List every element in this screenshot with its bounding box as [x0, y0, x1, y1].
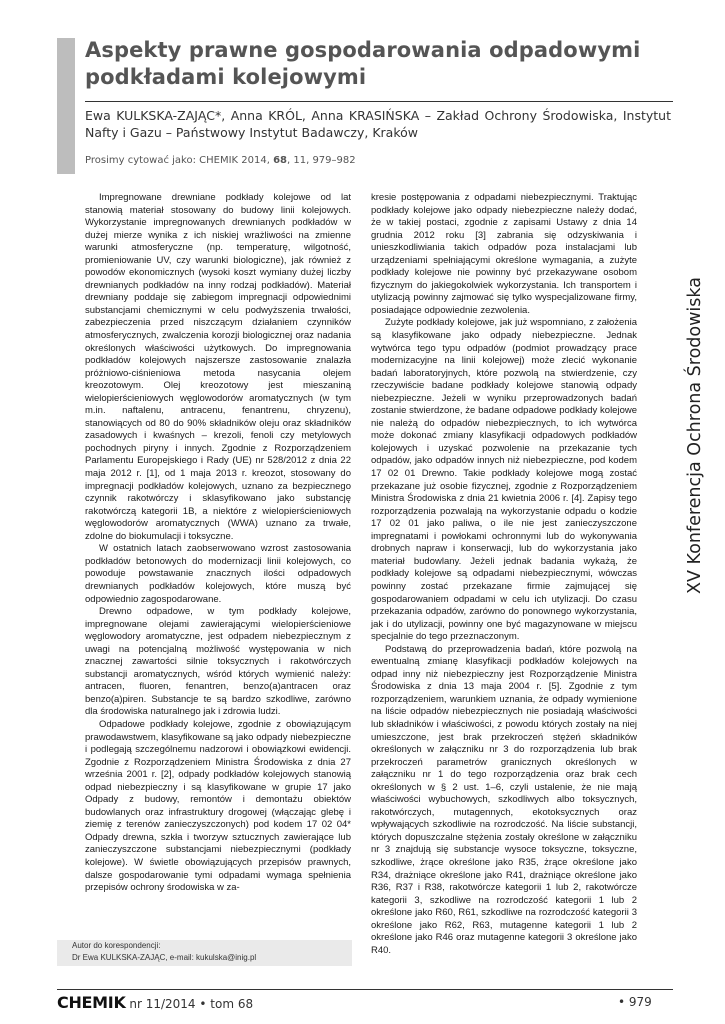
- journal-brand: CHEMIK: [57, 993, 126, 1012]
- journal-issue: nr 11/2014 • tom 68: [125, 997, 254, 1011]
- left-column: [85, 192, 351, 895]
- conference-banner-text: XV Konferencja Ochrona Środowiska: [685, 277, 705, 594]
- page-number: • 979: [618, 995, 652, 1009]
- body-paragraph: Zużyte podkłady kolejowe, jak już wspomniano, z założenia są klasyfikowane jako odpady niebezpieczne. Jednak wytwórca tego typu odpadów (podmiot prowadzący prace modernizacyjne na linii kolejowej) może zlecić wykonanie badań laboratoryjnych, które pozwolą na stwierdzenie, czy rzeczywiście badane podkłady kolejowe stanowią odpady niebezpieczne. Jeżeli w wyniku przeprowadzonych badań zostanie stwierdzone, że badane odpadowe podkłady kolejowe nie należą do odpadów niebezpiecznych, to ich wytwórca może dokonać zmiany klasyfikacji odpadowych podkładów kolejowych i uzyskać pozwolenie na przekazanie tych odpadów, jako odpadów innych niż niebezpieczne, pod kodem 17 02 01 Drewno. Takie podkłady kolejowe mogą zostać przekazane już osobie fizycznej, zgodnie z Rozporządzeniem Ministra Środowiska z dnia 21 kwietnia 2006 r. [4]. Zapisy tego rozporządzenia pozwalają na wykorzystanie odpadu o kodzie 17 02 01 jako paliwa, o ile nie jest zanieczyszczone impregnatami i powłokami ochronnymi lub do wykonywania drobnych napraw i konserwacji, lub do wykorzystania jako materiał budowlany. Jeżeli jednak badania wykażą, że podkłady kolejowe są odpadami niebezpiecznymi, wówczas powinny zostać przekazane firmie zajmującej się gospodarowaniem odpadami w celu ich utylizacji. Do czasu przekazania odpadów, zarówno do ponownego wykorzystania, jak i do utylizacji, powinny one być magazynowane w miejscu specjalnie do tego przeznaczonym.: [371, 317, 637, 643]
- citation-volume: 68: [273, 155, 287, 166]
- body-paragraph: Podstawą do przeprowadzenia badań, które pozwolą na ewentualną zmianę klasyfikacji podkładów kolejowych na odpad inny niż niebezpieczny jest Rozporządzenie Ministra Środowiska z dnia 13 maja 2004 r. [5]. Zgodnie z tym rozporządzeniem, warunkiem uznania, że odpady wymienione na liście odpadów niebezpiecznych nie posiadają właściwości lub składników i właściwości, z powodu których zostały na niej umieszczone, jest brak przekroczeń stężeń składników określonych w załączniku nr 3 do rozporządzenia lub brak przekroczeń parametrów granicznych określonych w załączniku nr 1 do tego rozporządzenia oraz brak cech określonych w § 2 ust. 1–6, czyli ustalenie, że nie mają właściwości wybuchowych, szkodliwych albo toksycznych, rakotwórczych, mutagennych, ekotoksycznych oraz wpływających szkodliwie na rozrodczość. Na liście substancji, których dopuszczalne stężenia zostały określone w załączniku nr 3 znajdują się substancje wysoce toksyczne, toksyczne, szkodliwe, żrące określone jako R35, żrące określone jako R34, drażniące określone jako R41, drażniące określone jako R36, R37 i R38, rakotwórcze kategorii 1 lub 2, rakotwórcze kategorii 3, szkodliwe na rozrodczość kategorii 1 lub 2 określone jako R60, R61, szkodliwe na rozrodczość kategorii 3 określone jako R62, R63, mutagenne kategorii 1 lub 2 określone jako R46 oraz mutagenne kategorii 3 określone jako R40.: [371, 643, 637, 956]
- body-paragraph: Drewno odpadowe, w tym podkłady kolejowe, impregnowane olejami zawierającymi wielopierścieniowe węglowodory aromatyczne, jest odpadem niebezpiecznym z uwagi na potencjalną możliwość występowania w nich znacznej zawartości silnie toksycznych i rakotwórczych substancji aromatycznych, wśród których wymienić należy: antracen, fluoren, fenantren, benzo(a)antracen oraz benzo(a)piren. Substancje te są bardzo szkodliwe, zarówno dla środowiska naturalnego jak i zdrowia ludzi.: [85, 606, 351, 718]
- footer-divider: [57, 989, 673, 990]
- correspondence-label: Autor do korespondencji:: [72, 941, 161, 950]
- right-column: [371, 192, 637, 957]
- article-title: Aspekty prawne gospodarowania odpadowymi podkładami kolejowymi: [85, 38, 641, 89]
- citation-suffix: , 11, 979–982: [287, 155, 356, 166]
- author-line: Ewa KULKSKA-ZAJĄC*, Anna KRÓL, Anna KRASIŃSKA – Zakład Ochrony Środowiska, Instytut Nafty i Gazu – Państwowy Instytut Badawczy, Kraków: [85, 108, 671, 140]
- body-paragraph: kresie postępowania z odpadami niebezpiecznymi. Traktując podkłady kolejowe jako odpady niebezpieczne należy dodać, że w takiej postaci, zgodnie z zapisami Ustawy z dnia 14 grudnia 2012 roku [3] zabrania się odzyskiwania i unieszkodliwiania takich odpadów poza instalacjami lub urządzeniami spełniającymi określone wymagania, a zużyte podkłady kolejowe nie powinny być przekazywane osobom fizycznym do jakiegokolwiek wykorzystania. Ich transportem i utylizacją powinny zajmować się tylko wyspecjalizowane firmy, posiadające odpowiednie zezwolenia.: [371, 192, 637, 316]
- citation-line: [85, 154, 356, 168]
- title-accent-bar: [57, 38, 75, 174]
- correspondence-note: [72, 940, 256, 963]
- title-divider: [85, 101, 673, 102]
- body-paragraph: W ostatnich latach zaobserwowano wzrost zastosowania podkładów betonowych do modernizacji linii kolejowych, co powoduje powstawanie znacznych ilości odpadowych drewnianych podkładów kolejowych, które muszą być odpowiednio zagospodarowane.: [85, 543, 351, 605]
- citation-prefix: Prosimy cytować jako: CHEMIK 2014,: [85, 155, 274, 166]
- body-paragraph: Impregnowane drewniane podkłady kolejowe od lat stanowią materiał stosowany do budowy linii kolejowych. Wykorzystanie impregnowanych drewnianych podkładów w dużej mierze wynika z ich niskiej wrażliwości na zmienne warunki atmosferyczne (np. temperaturę, wilgotność, promieniowanie UV, czy warunki biologiczne), jak również z powodów ekonomicznych (wysoki koszt wymiany dużej liczby drewnianych podkładów na inny rodzaj podkładów). Materiał drewniany poddaje się zabiegom impregnacji odpowiednimi substancjami chemicznymi w celu podwyższenia trwałości, zabezpieczenia przed niszczącym działaniem czynników atmosferycznych, zwalczenia korozji biologicznej oraz nadania określonych właściwości użytkowych. Do impregnowania podkładów kolejowych najszersze zastosowanie znalazła próżniowo-ciśnieniowa metoda nasycania olejem kreozotowym. Olej kreozotowy jest mieszaniną wielopierścieniowych węglowodorów aromatycznych (w tym m.in. naftalenu, antracenu, fenantrenu, chryzenu), stanowiących od 80 do 90% składników oleju oraz składników zasadowych i kwaśnych – krezoli, fenoli czy metylowych pochodnych piryny i innych. Zgodnie z Rozporządzeniem Parlamentu Europejskiego i Rady (UE) nr 528/2012 z dnia 22 maja 2012 r. [1], od 1 maja 2013 r. kreozot, stosowany do impregnacji podkładów kolejowych, uznano za bezpiecznego czynnik rakotwórczy i sklasyfikowano jako substancję rakotwórczą kategorii 1B, a niektóre z wielopierścieniowych węglowodorów aromatycznych (WWA) uznano za trwałe, zdolne do biokumulacji i toksyczne.: [85, 192, 351, 542]
- footer-journal: [57, 993, 253, 1012]
- correspondence-contact: Dr Ewa KULKSKA-ZAJĄC, e-mail: kukulska@inig.pl: [72, 952, 257, 962]
- conference-side-banner: [668, 46, 720, 606]
- body-paragraph: Odpadowe podkłady kolejowe, zgodnie z obowiązującym prawodawstwem, klasyfikowane są jako odpady niebezpieczne i podlegają szczególnemu nadzorowi i obowiązkowi ewidencji. Zgodnie z Rozporządzeniem Ministra Środowiska z dnia 27 września 2001 r. [2], odpady podkładów kolejowych stanowią odpad niebezpieczny i są klasyfikowane w grupie 17 jako Odpady z budowy, remontów i demontażu obiektów budowlanych oraz infrastruktury drogowej (włączając glebę i ziemię z terenów zanieczyszczonych) pod kodem 17 02 04* Odpady drewna, szkła i tworzyw sztucznych zawierające lub zanieczyszczone substancjami niebezpiecznymi (podkłady kolejowe). W świetle obowiązujących przepisów prawnych, dalsze gospodarowanie tymi odpadami wymaga spełnienia przepisów ochrony środowiska w za-: [85, 718, 351, 894]
